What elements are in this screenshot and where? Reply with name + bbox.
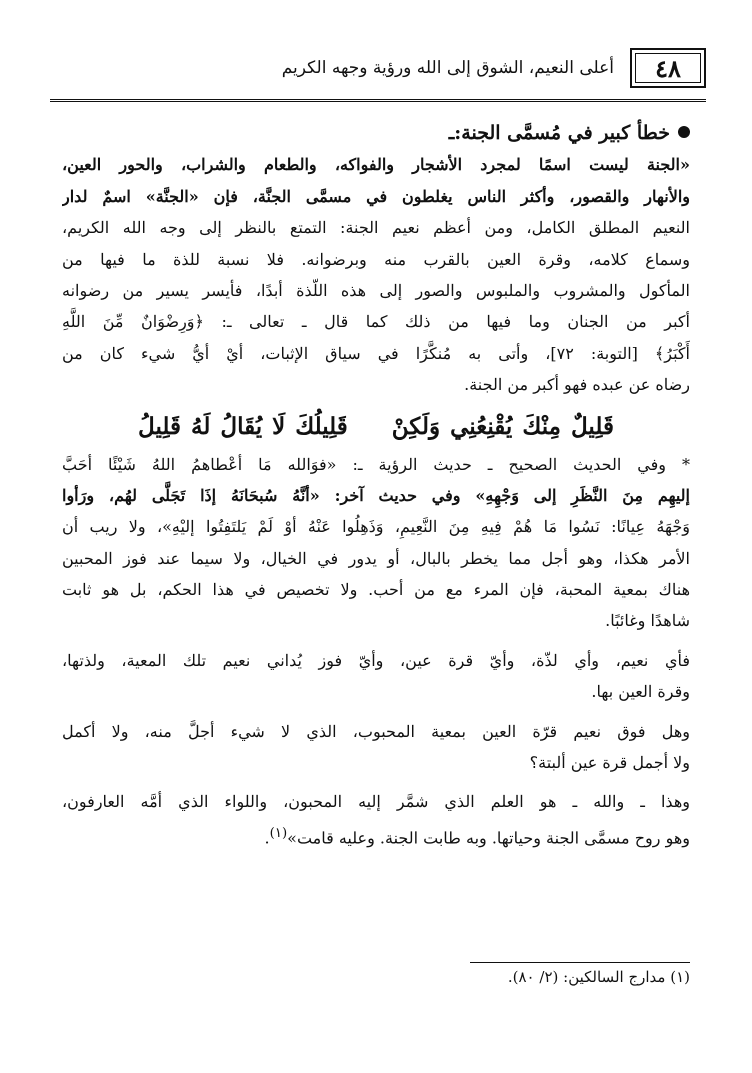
text-line: وهل فوق نعيم قرّة العين بمعية المحبوب، الذي لا شيء أجلَّ منه، ولا أكمل [62,721,690,741]
bullet-icon [678,126,690,138]
text-line: وهذا ـ والله ـ هو العلم الذي شمَّر إليه المحبون، واللواء الذي أمَّه العارفون، [62,792,690,812]
page-header [50,38,706,98]
verse-second-hemistich: قَلِيلُكَ لَا يُقَالُ لَهُ قَلِيلُ [138,412,348,440]
text-line: وقرة العين بها. [591,682,690,702]
text-line: شاهدًا وغائبًا. [605,611,690,631]
text-line: وَجْهَهُ عِيانًا: نَسُوا مَا هُمْ فِيهِ مِنَ النَّعِيمِ، وَذَهِلُوا عَنْهُ أوْ لَمْ يَلتَفِتُوا إليْهِ»، ولا ريب أن [62,517,690,537]
text-line: أَكْبَرُ﴾ [التوبة: ٧٢]، وأتى به مُنكَّرًا في سياق الإثبات، أيْ أيُّ شيء كان من [62,343,690,363]
text-line: ولا أجمل قرة عين ألبتة؟ [529,753,690,773]
running-title: أعلى النعيم، الشوق إلى الله ورؤية وجهه الكريم [281,58,614,78]
footnote-marker: (١) [269,825,288,841]
text-line: فأي نعيم، وأي لذّة، وأيّ قرة عين، وأيّ فوز يُداني نعيم تلك المعية، ولذتها، [62,650,690,670]
text-line: رضاه عن عبده فهو أكبر من الجنة. [464,375,690,395]
section-heading: خطأ كبير في مُسمَّى الجنة:ـ [62,118,690,149]
poetry-verse [62,405,690,449]
text-line: «الجنة ليست اسمًا لمجرد الأشجار والفواكه، والطعام والشراب، والحور العين، [62,155,690,175]
text-line: الأمر هكذا، وهو أجل مما يخطر بالبال، أو يدور في الخيال، ولا سيما عند فوز المحبين [62,548,690,568]
header-rule [50,99,706,102]
page-number-box [630,48,706,88]
verse-first-hemistich: قَلِيلٌ مِنْكَ يُقْنِعُنِي وَلَكِنْ [391,412,614,440]
text-line: وسماع كلامه، وقرة العين بالقرب منه وبرضوانه. فلا نسبة للذة ما فيها من [62,249,690,269]
text-line: المأكول والمشروب والملبوس والصور إلى هذه اللّذة أبدًا، فأيسر يسير من رضوانه [62,280,690,300]
text-line: أكبر من الجنان وما فيها من ذلك كما قال ـ تعالى ـ: ﴿وَرِضْوَانٌ مِّنَ اللَّهِ [62,312,690,332]
footnote: (١) مدارج السالكين: (٢/ ٨٠). [507,968,690,986]
footnote-rule [470,962,690,963]
text-line: وهو روح مسمَّى الجنة وحياتها. وبه طابت الجنة. وعليه قامت»$^{(١)}$. [264,825,690,848]
text-line: هناك بمعية المحبة، فإن المرء مع من أحب. ولا تخصيص في هذا الحكم، بل هو ثابت [62,580,690,600]
text-line: النعيم المطلق الكامل، ومن أعظم نعيم الجنة: التمتع بالنظر إلى وجه الله الكريم، [62,218,690,238]
text-line: * وفي الحديث الصحيح ـ حديث الرؤية ـ: «فوَالله مَا أعْطاهمُ اللهُ شَيْئًا أحَبَّ [62,454,690,474]
page-number: ٤٨ [655,53,681,83]
text-line: والأنهار والقصور، وأكثر الناس يغلطون في مسمَّى الجنَّة، فإن «الجنَّة» اسمٌ لدار [62,186,690,206]
main-text [62,118,690,849]
text-line: إليهِم مِنَ النَّظَرِ إلى وَجْهِهِ» وفي حديث آخر: «أنَّهُ سُبحَانَهُ إذَا تَجَلَّى لهُم، ورَأوا [62,485,690,505]
